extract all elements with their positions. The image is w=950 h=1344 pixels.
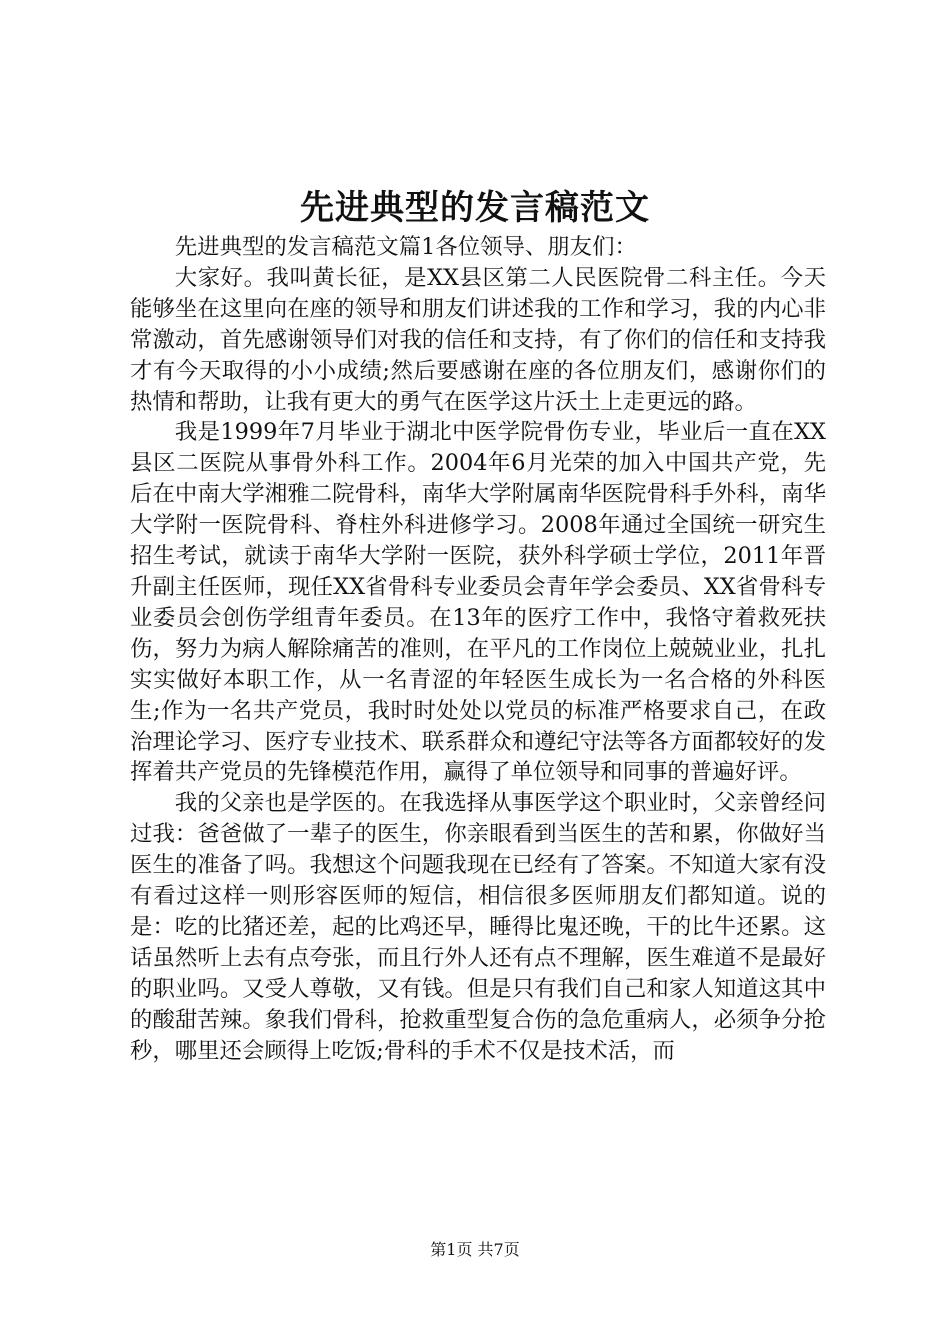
document-title: 先进典型的发言稿范文 — [300, 188, 650, 228]
paragraph-intro: 先进典型的发言稿范文篇1各位领导、朋友们： — [174, 234, 637, 260]
paragraph-greeting: 大家好。我叫黄长征，是XX县区第二人民医院骨二科主任。今天能够坐在这里向在座的领导和朋友们讲述我的工作和学习，我的内心非常激动，首先感谢领导们对我的信任和支持，有了你们的信任和支持我才有今天取得的小小成绩;然后要感谢在座的各位朋友们，感谢你们的热情和帮助，让我有更大的勇气在医学这片沃土上走更远的路。 — [130, 264, 826, 415]
page-footer: 第1页 共7页 — [430, 1240, 520, 1259]
paragraph-father: 我的父亲也是学医的。在我选择从事医学这个职业时，父亲曾经问过我：爸爸做了一辈子的医生，你亲眼看到当医生的苦和累，你做好当医生的准备了吗。我想这个问题我现在已经有了答案。不知道大家有没有看过这样一则形容医师的短信，相信很多医师朋友们都知道。说的是：吃的比猪还差，起的比鸡还早，睡得比鬼还晚，干的比牛还累。这话虽然听上去有点夸张，而且行外人还有点不理解，医生难道不是最好的职业吗。又受人尊敬，又有钱。但是只有我们自己和家人知道这其中的酸甜苦辣。象我们骨科，抢救重型复合伤的急危重病人，必须争分抢秒，哪里还会顾得上吃饭;骨科的手术不仅是技术活，而 — [130, 790, 826, 1064]
document-body — [130, 232, 826, 1066]
paragraph-career: 我是1999年7月毕业于湖北中医学院骨伤专业，毕业后一直在XX县区二医院从事骨外科工作。2004年6月光荣的加入中国共产党，先后在中南大学湘雅二院骨科，南华大学附属南华医院骨科手外科，南华大学附一医院骨科、脊柱外科进修学习。2008年通过全国统一研究生招生考试，就读于南华大学附一医院，获外科学硕士学位，2011年晋升副主任医师，现任XX省骨科专业委员会青年学会委员、XX省骨科专业委员会创伤学组青年委员。在13年的医疗工作中，我恪守着救死扶伤，努力为病人解除痛苦的准则，在平凡的工作岗位上兢兢业业，扎扎实实做好本职工作，从一名青涩的年轻医生成长为一名合格的外科医生;作为一名共产党员，我时时处处以党员的标准严格要求自己，在政治理论学习、医疗专业技术、联系群众和遵纪守法等各方面都较好的发挥着共产党员的先锋模范作用，赢得了单位领导和同事的普遍好评。 — [130, 419, 826, 786]
